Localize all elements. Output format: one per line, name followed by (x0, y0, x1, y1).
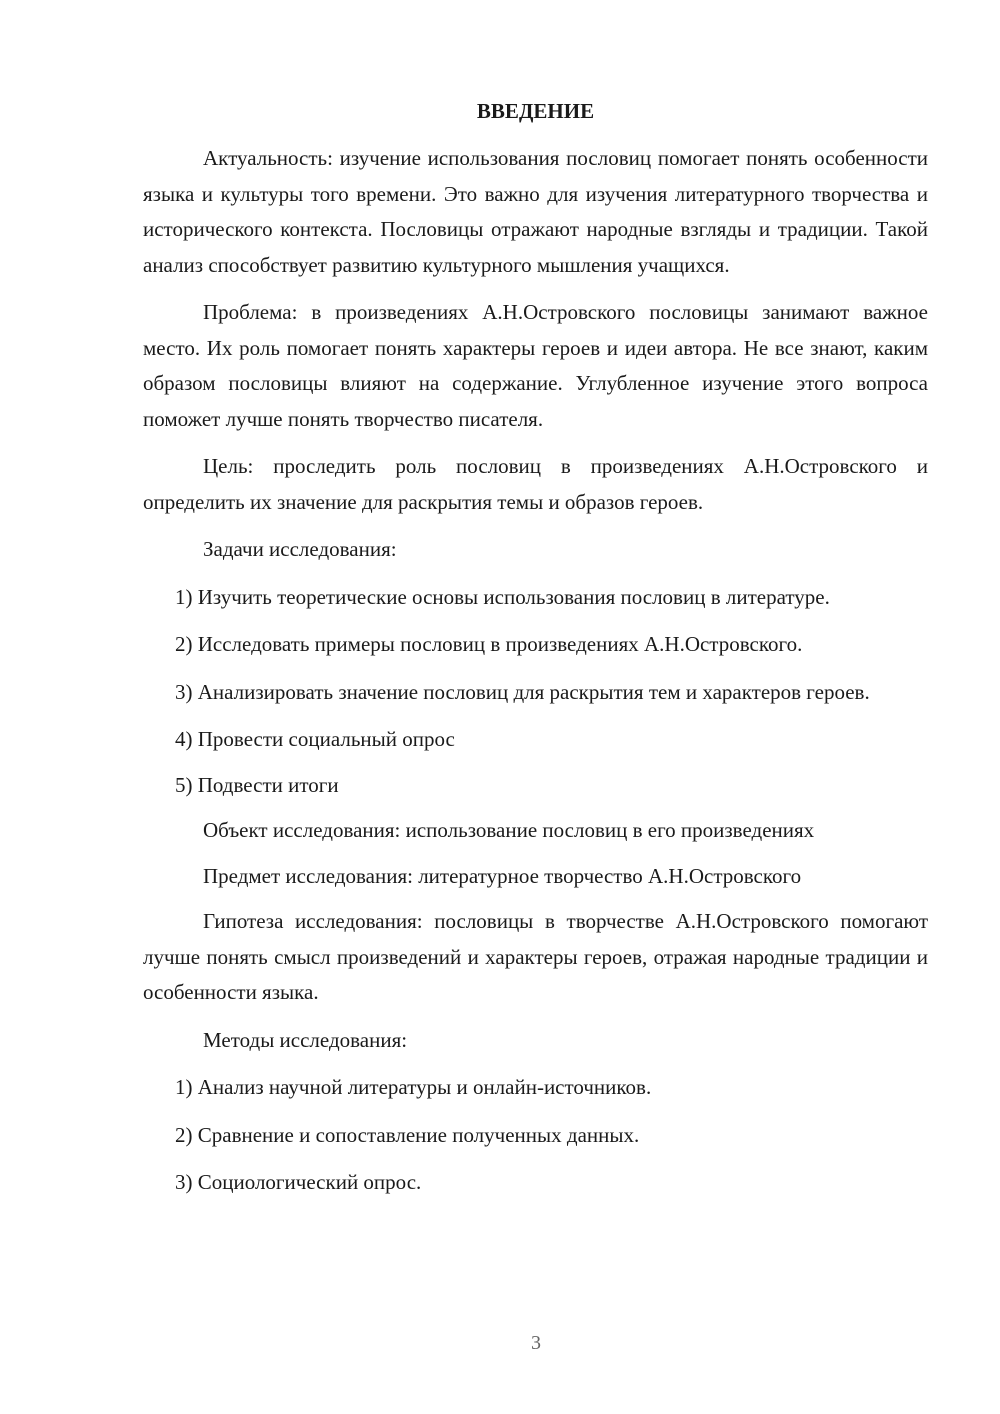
document-page (143, 94, 928, 1201)
task-item-1: 1) Изучить теоретические основы использования пословиц в литературе. (175, 584, 830, 609)
tasks-heading: Задачи исследования: (203, 537, 397, 561)
research-subject: Предмет исследования: литературное творчество А.Н.Островского (203, 863, 802, 888)
task-item-3: 3) Анализировать значение пословиц для раскрытия тем и характеров героев. (175, 679, 870, 704)
page-number: 3 (531, 1332, 541, 1354)
method-item-3: 3) Социологический опрос. (175, 1170, 422, 1194)
task-item-5: 5) Подвести итоги (175, 772, 339, 797)
task-item-4: 4) Провести социальный опрос (175, 727, 455, 751)
task-item-2: 2) Исследовать примеры пословиц в произведениях А.Н.Островского. (175, 632, 803, 656)
method-item-1: 1) Анализ научной литературы и онлайн-источников. (175, 1075, 652, 1099)
method-item-2: 2) Сравнение и сопоставление полученных данных. (175, 1122, 640, 1147)
research-object: Объект исследования: использование пословиц в его произведениях (203, 818, 815, 842)
problem-paragraph: Проблема: в произведениях А.Н.Островского пословицы занимают важное место. Их роль помогает понять характеры героев и идеи автора. Не все знают, каким образом пословицы влияют на содержание. Углубленное изучение этого вопроса поможет лучше понять творчество писателя. (143, 300, 928, 431)
section-title: ВВЕДЕНИЕ (476, 99, 595, 123)
relevance-paragraph: Актуальность: изучение использования пословиц помогает понять особенности языка и культуры того времени. Это важно для изучения литературного творчества и исторического контекста. Пословицы отражают народные взгляды и традиции. Такой анализ способствует развитию культурного мышления учащихся. (143, 146, 928, 277)
goal-paragraph: Цель: проследить роль пословиц в произведениях А.Н.Островского и определить их значение для раскрытия темы и образов героев. (143, 454, 928, 514)
methods-heading: Методы исследования: (203, 1027, 408, 1052)
research-hypothesis: Гипотеза исследования: пословицы в творчестве А.Н.Островского помогают лучше понять смысл произведений и характеры героев, отражая народные традиции и особенности языка. (143, 909, 928, 1004)
